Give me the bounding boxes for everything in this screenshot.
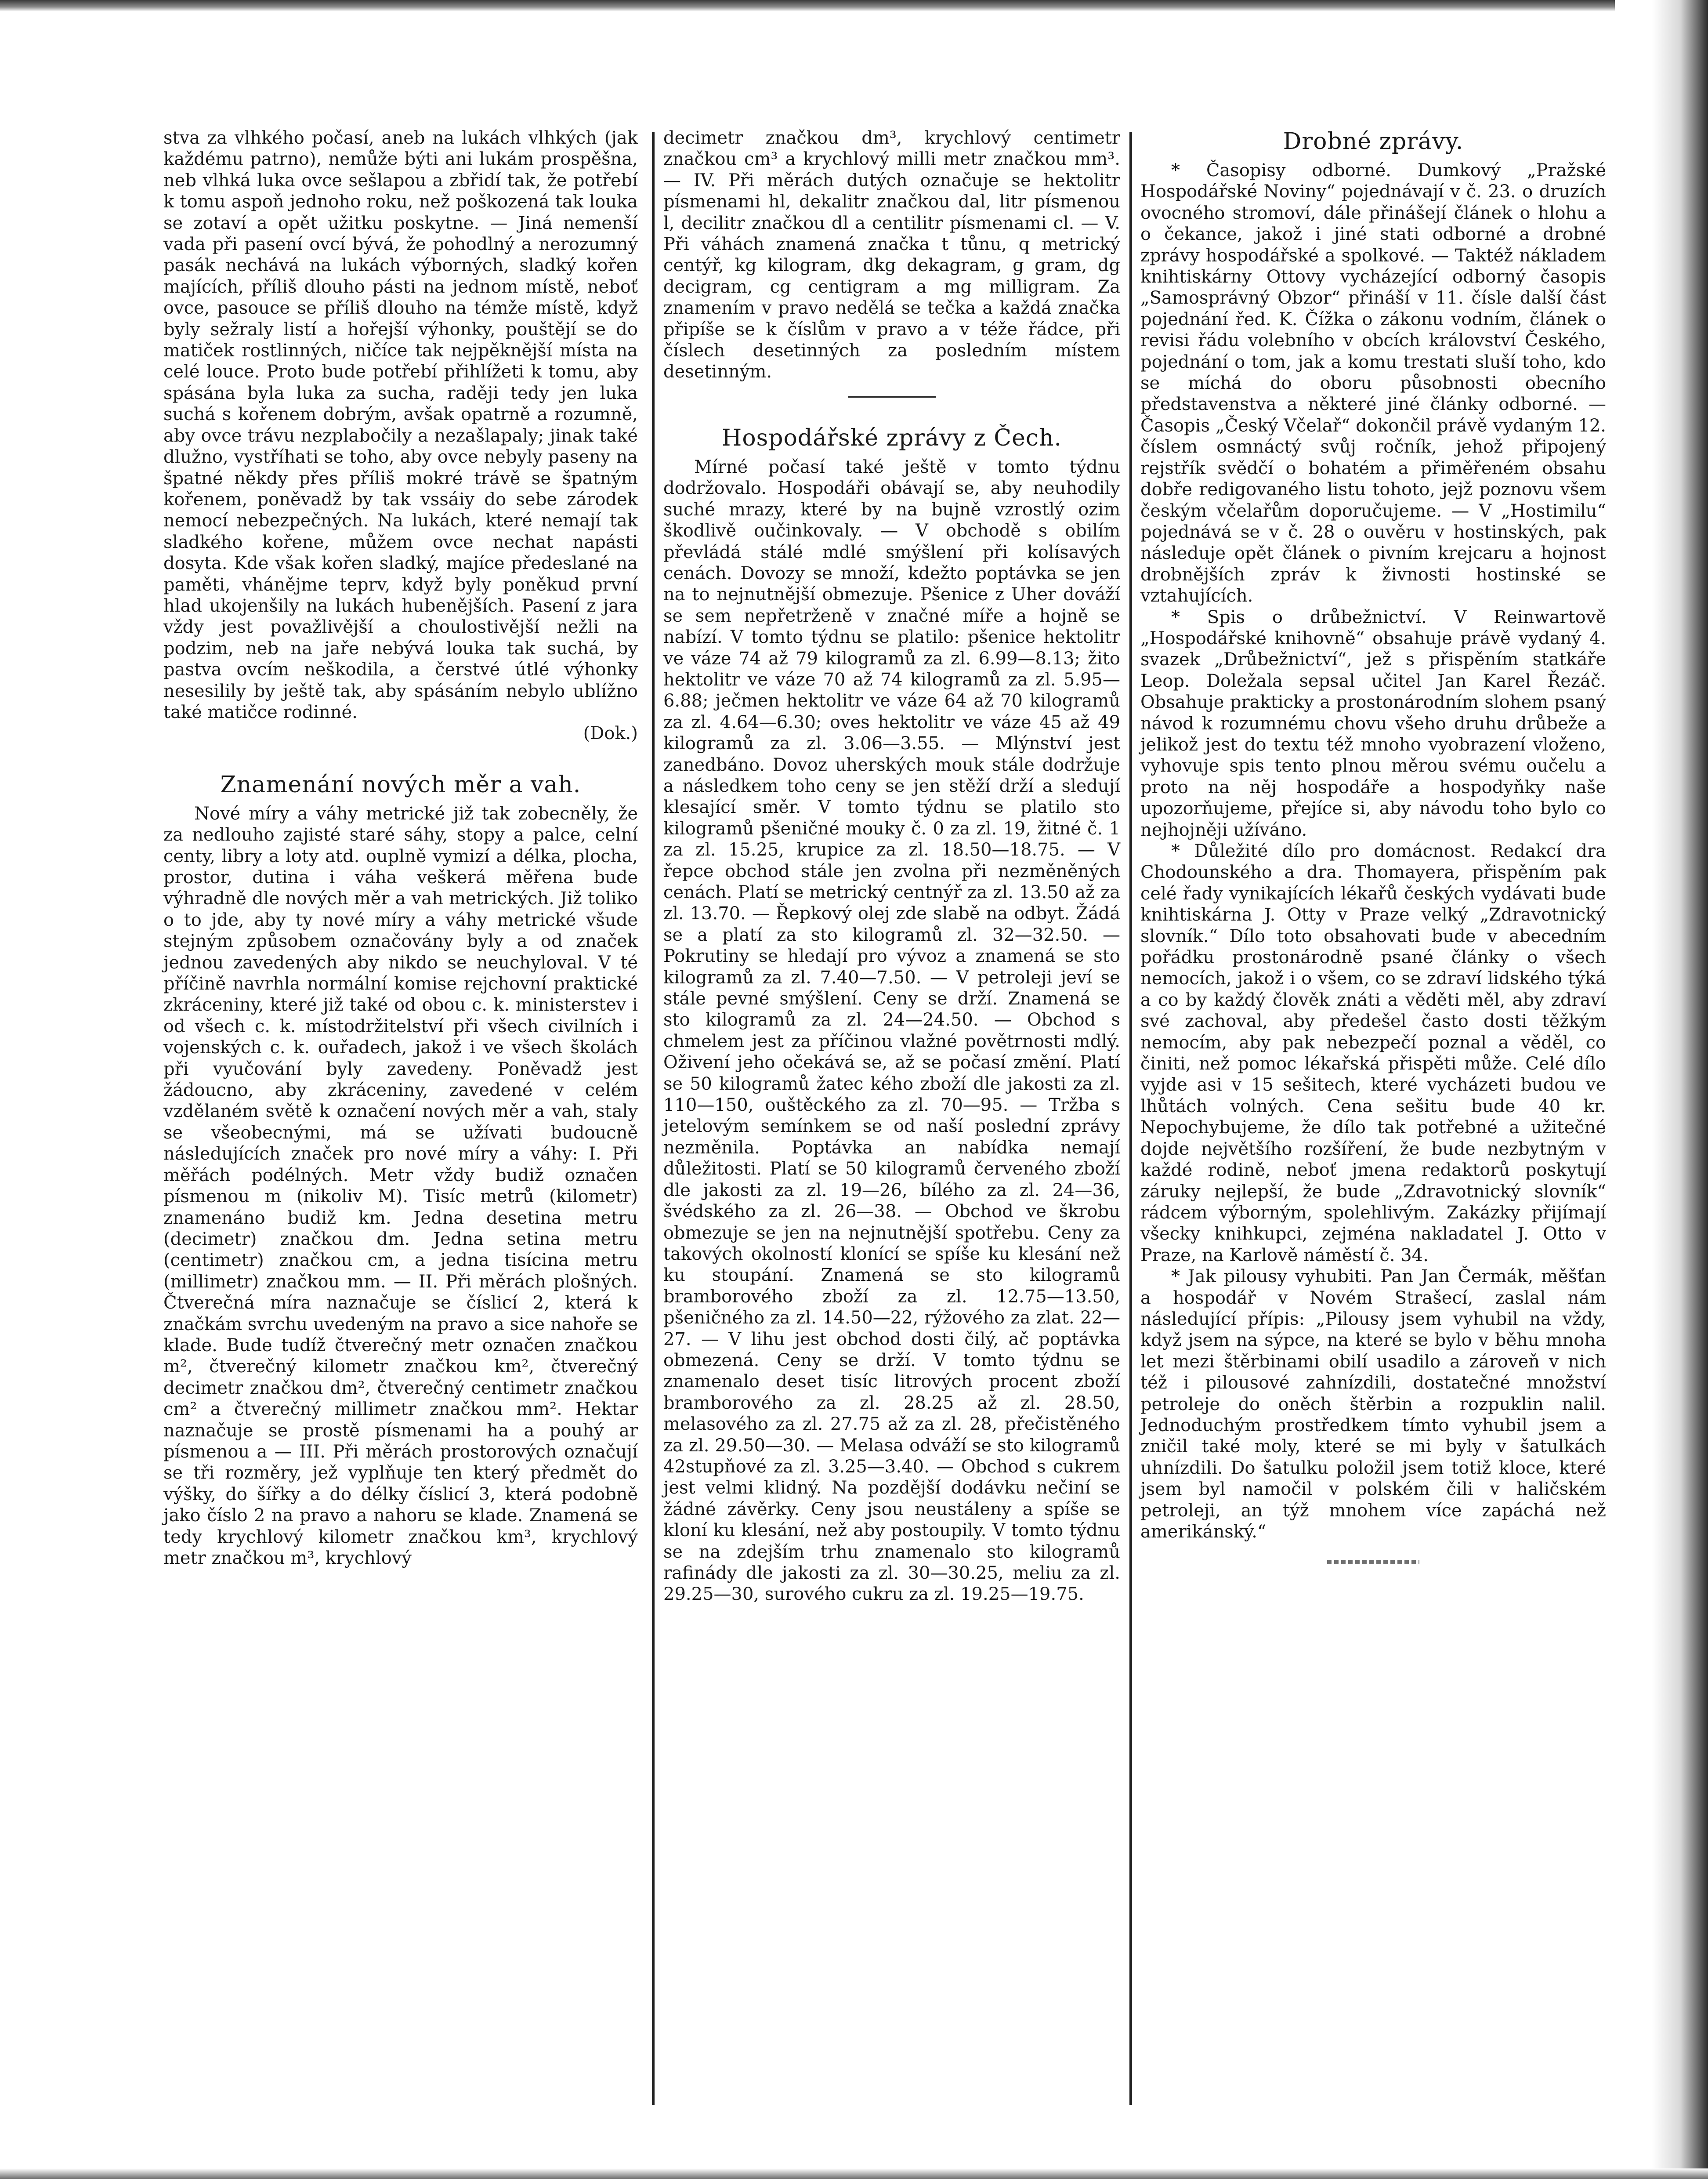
news-health-dictionary: * Důležité dílo pro domácnost. Redakcí dra Chodounského a dra. Thomayera, přispěním pak celé řady vynikajících lékařů českých vydávati bude knihtiskárna J. Otty v Praze velký „Zdravotnický slovník.“ Dílo toto obsahovati bude v abecedním pořádku prostonárodně psané články o všech nemocích, jakož i o všem, co se zdraví lidského týká a co by každý člověk znáti a věděti měl, aby zdraví své zachoval, aby předešel často dosti těžkým nemocím, aby pak nebezpečí poznal a věděl, co činiti, než pomoc lékařská přispěti může. Celé dílo vyjde asi v 15 sešitech, které vycházeti budou ve lhůtách volných. Cena sešitu bude 40 kr. Nepochybujeme, že dílo tak potřebné a užitečné dojde největšího rozšíření, že bude nezbytným v každé rodině, neboť jmena redaktorů poskytují záruky nejlepší, že bude „Zdravotnický slovník“ rádcem výborným, spolehlivým. Zakázky přijímají všecky knihkupci, zejména nakladatel J. Otto v Praze, na Karlově náměstí č. 34. bbox=[1140, 841, 1606, 1265]
article-signature: (Dok.) bbox=[583, 723, 638, 744]
separator-rule bbox=[848, 396, 936, 398]
scan-edge-bottom bbox=[0, 2168, 1708, 2179]
column-1 bbox=[163, 127, 638, 1569]
news-journals: * Časopisy odborné. Dumkový „Pražské Hospodářské Noviny“ pojednávají v č. 23. o druzích ovocného stromoví, dále přinášejí článek o hlohu a o čekance, jakož i jiné stati odborné a drobné zprávy hospodářské a spolkové. — Taktéž nákladem knihtiskárny Ottovy vycházející odborný časopis „Samosprávný Obzor“ přináší v 11. čísle další část pojednání řed. K. Čížka o zákonu vodním, článek o revisi řádu volebního v obcích království Českého, pojednání o tom, jak a komu trestati sluší toho, kdo se míchá do oboru působnosti obecního představenstva a některé jiné články odborné. — Časopis „Český Včelař“ dokončil právě vydaným 12. číslem osmnáctý svůj ročník, jehož připojený rejstřík svědčí o bohatém a přiměřeném obsahu dobře redigovaného listu tohoto, jejž poznovu všem českým včelařům doporučujeme. — V „Hostimilu“ pojednává se v č. 28 o ouvěru v hostinských, pak následuje opět článek o pivním krejcaru a hojnost drobnějších zpráv k živnosti hostinské se vztahujících. bbox=[1140, 160, 1606, 606]
heading-measures: Znamenání nových měr a vah. bbox=[220, 771, 581, 798]
article-economic-news: Mírné počasí také ještě v tomto týdnu dodržovalo. Hospodáři obávají se, aby neuhodily suché mrazy, které by na bujně vzrostlý ozim škodlivě oučinkovaly. — V obchodě s obilím převládá stálé mdlé smýšlení při kolísavých cenách. Dovozy se množí, kdežto poptávka se jen na to nejnutnější obmezuje. Pšenice z Uher dováží se sem nepřetrženě v značné míře a hojně se nabízí. V tomto týdnu se platilo: pšenice hektolitr ve váze 74 až 79 kilogramů za zl. 6.99—8.13; žito hektolitr ve váze 70 až 74 kilogramů za zl. 5.95—6.88; ječmen hektolitr ve váze 64 až 70 kilogramů za zl. 4.64—6.30; oves hektolitr ve váze 45 až 49 kilogramů za zl. 3.06—3.55. — Mlýnství jest zanedbáno. Dovoz uherských mouk stále dodržuje a následkem toho ceny se jen stěží drží a sledují klesající směr. V tomto týdnu se platilo sto kilogramů pšeničné mouky č. 0 za zl. 19, žitné č. 1 za zl. 15.25, krupice za zl. 18.50—18.75. — V řepce obchod stále jen zvolna při nezměněných cenách. Platí se metrický centnýř za zl. 13.50 až za zl. 13.70. — Řepkový olej zde slabě na odbyt. Žádá se a platí za sto kilogramů zl. 32—32.50. — Pokrutiny se hledají pro vývoz a znamená se sto kilogramů za zl. 7.40—7.50. — V petroleji jeví se stále pevné smýšlení. Ceny se drží. Znamená se sto kilogramů za zl. 24—24.50. — Obchod s chmelem jest za příčinou vlažné povětrnosti mdlý. Oživení jeho očekává se, až se počasí změní. Platí se 50 kilogramů žatec kého zboží dle jakosti za zl. 110—150, ouštěckého za zl. 70—95. — Tržba s jetelovým semínkem se od naší poslední zprávy nezměnila. Poptávka an nabídka nemají důležitosti. Platí se 50 kilogramů červeného zboží dle jakosti za zl. 19—26, bílého za zl. 24—36, švédského za zl. 26—38. — Obchod ve škrobu obmezuje se jen na nejnutnější spotřebu. Ceny za takových okolností klonící se spíše ku klesání než ku stoupání. Znamená se sto kilogramů bramborového zboží za zl. 12.75—13.50, pšeničného za zl. 14.50—22, rýžového za zlat. 22—27. — V lihu jest obchod dosti čilý, ač poptávka obmezená. Ceny se drží. V tomto týdnu se znamenalo deset tisíc litrových procent zboží bramborového za zl. 28.25 až zl. 28.50, melasového za zl. 27.75 až za zl. 28, přečistěného za zl. 29.50—30. — Melasa odváží se sto kilogramů 42stupňové za zl. 3.25—3.40. — Obchod s cukrem jest velmi klidný. Na pozdější dodávku nečiní se žádné závěrky. Ceny jsou neustáleny a spíše se kloní ku klesání, než aby postoupily. V tomto týdnu se na zdejším trhu znamenalo sto kilogramů rafinády dle jakosti za zl. 30—30.25, meliu za zl. 29.25—30, surového cukru za zl. 19.25—19.75. bbox=[663, 457, 1120, 1605]
column-rule-2 bbox=[1129, 132, 1132, 2105]
end-ornament bbox=[1327, 1560, 1419, 1564]
scan-edge-right bbox=[1615, 0, 1708, 2179]
column-2 bbox=[663, 127, 1120, 1605]
scan-edge-top bbox=[0, 0, 1708, 11]
heading-short-news: Drobné zprávy. bbox=[1283, 128, 1464, 155]
column-rule-1 bbox=[652, 132, 655, 2105]
article-measures: Nové míry a váhy metrické již tak zobecněly, že za nedlouho zajisté staré sáhy, stopy a palce, celní centy, libry a loty atd. ouplně vymizí a délka, plocha, prostor, dutina i váha veškerá měřena bude výhradně dle nových měr a vah metrických. Již toliko o to jde, aby ty nové míry a váhy metrické všude stejným způsobem označovány byly a od značek jednou zavedených aby nikdo se neuchyloval. V té příčině navrhla normální komise rejchovní praktické zkráceniny, které již také od obou c. k. ministerstev i od všech c. k. místodržitelství při všech civilních i vojenských c. k. ouřadech, jakož i ve všech školách při vyučování byly zavedeny. Poněvadž jest žádoucno, aby zkráceniny, zavedené v celém vzdělaném světě k označení nových měr a vah, staly se všeobecnými, má se užívati budoucně následujících značek pro nové míry a váhy: I. Při měřách podélných. Metr vždy budiž označen písmenou m (nikoliv M). Tisíc metrů (kilometr) znamenáno budiž km. Jedna desetina metru (decimetr) značkou dm. Jedna setina metru (centimetr) značkou cm, a jedna tisícina metru (millimetr) značkou mm. — II. Při měrách plošných. Čtverečná míra naznačuje se číslicí 2, která k značkám svrchu uvedeným na pravo a sice nahoře se klade. Bude tudíž čtverečný metr označen značkou m², čtverečný kilometr značkou km², čtverečný decimetr značkou dm², čtverečný centimetr značkou cm² a čtverečný millimetr značkou mm². Hektar naznačuje se prostě písmenami ha a pouhý ar písmenou a — III. Při měrách prostorových označují se tři rozměry, jež vyplňuje ten který předmět do výšky, do šířky a do délky číslicí 3, která podobně jako číslo 2 na pravo a nahoru se klade. Znamená se tedy krychlový kilometr značkou km³, krychlový metr značkou m³, krychlový bbox=[163, 803, 638, 1568]
column-3 bbox=[1140, 127, 1606, 1564]
heading-economic-news: Hospodářské zprávy z Čech. bbox=[721, 424, 1062, 451]
news-poultry-book: * Spis o drůbežnictví. V Reinwartově „Hospodářské knihovně“ obsahuje právě vydaný 4. svazek „Drůbežnictví“, jež s přispěním statkáře Leop. Doležala sepsal učitel Jan Karel Řezáč. Obsahuje prakticky a prostonárodním slohem psaný návod k rozumnému chovu všeho druhu drůbeže a jelikož jest do textu též mnoho vyobrazení vloženo, vyhovuje spis tento plnou měrou svému oučelu a proto na něj hospodáře a hospodyňky naše upozorňujeme, přejíce si, aby návodu toho bylo co nejhojněji užíváno. bbox=[1140, 607, 1606, 840]
news-weevils: * Jak pilousy vyhubiti. Pan Jan Čermák, měšťan a hospodář v Novém Strašecí, zaslal nám následující přípis: „Pilousy jsem vyhubil na vždy, když jsem na sýpce, na které se bylo v běhu mnoha let mezi štěrbinami obilí usadilo a zároveň v nich též i pilousové zahnízdili, dostatečné množství petroleje do oněch štěrbin a rozpuklin nalil. Jednoduchým prostředkem tímto vyhubil jsem a zničil také moly, které se mi byly v šatulkách uhnízdili. Do šatulku položil jsem totiž kloce, které jsem byl namočil v polském čili v haličském petroleji, an týž mnohem více zapáchá než amerikánský.“ bbox=[1140, 1266, 1606, 1542]
article-measures-cont: decimetr značkou dm³, krychlový centimetr značkou cm³ a krychlový milli metr značkou mm³. — IV. Při měrách dutých označuje se hektolitr písmenami hl, dekalitr značkou dal, litr písmenou l, decilitr značkou dl a centilitr písmenami cl. — V. Při váhách znamená značka t tůnu, q metrický centýř, kg kilogram, dkg dekagram, g gram, dg decigram, cg centigram a mg milligram. Za znamením v pravo nedělá se tečka a každá značka připíše se k číslům v pravo a v téže řádce, při číslech desetinných za posledním místem desetinným. bbox=[663, 128, 1120, 382]
article-continuation: stva za vlhkého počasí, aneb na lukách vlhkých (jak každému patrno), nemůže býti ani lukám prospěšna, neb vlhká luka ovce sešlapou a zbřidí tak, že potřebí k tomu aspoň jednoho roku, než poškozená tak louka se zotaví a opět užitku poskytne. — Jiná nemenší vada při pasení ovcí bývá, že pohodlný a nerozumný pasák nechává na lukách výborných, sladký kořen majících, příliš dlouho pásti na jednom místě, neboť ovce, pasouce se příliš dlouho na témže místě, když byly sežraly listí a hořejší výhonky, pouštějí se do matiček rostlinných, ničíce tak nejpěknější místa na celé louce. Proto bude potřebí přihlížeti k tomu, aby spásána byla luka za sucha, raději tedy jen luka suchá s kořenem dobrým, avšak opatrně a rozumně, aby ovce trávu nezplabočily a nezašlapaly; jinak také dlužno, vystříhati se toho, aby ovce nebyly paseny na špatné někdy přes příliš mokré trávě se špatným kořenem, poněvadž by tak vssáiy do sebe zárodek nemocí nebezpečných. Na lukách, které nemají tak sladkého kořene, můžem ovce nechat napásti dosyta. Kde však kořen sladký, majíce předeslané na paměti, vhánějme teprv, když byly poněkud první hlad ukojenšily na lukách hubenějších. Pasení z jara vždy jest považlivější a choulostivější nežli na podzim, neb na jaře nebývá louka tak suchá, by pastva ovcím neškodila, a čerstvé útlé výhonky nesesilily by ještě tak, aby spásáním nebylo ublížno také matičce rodinné. bbox=[163, 128, 638, 722]
